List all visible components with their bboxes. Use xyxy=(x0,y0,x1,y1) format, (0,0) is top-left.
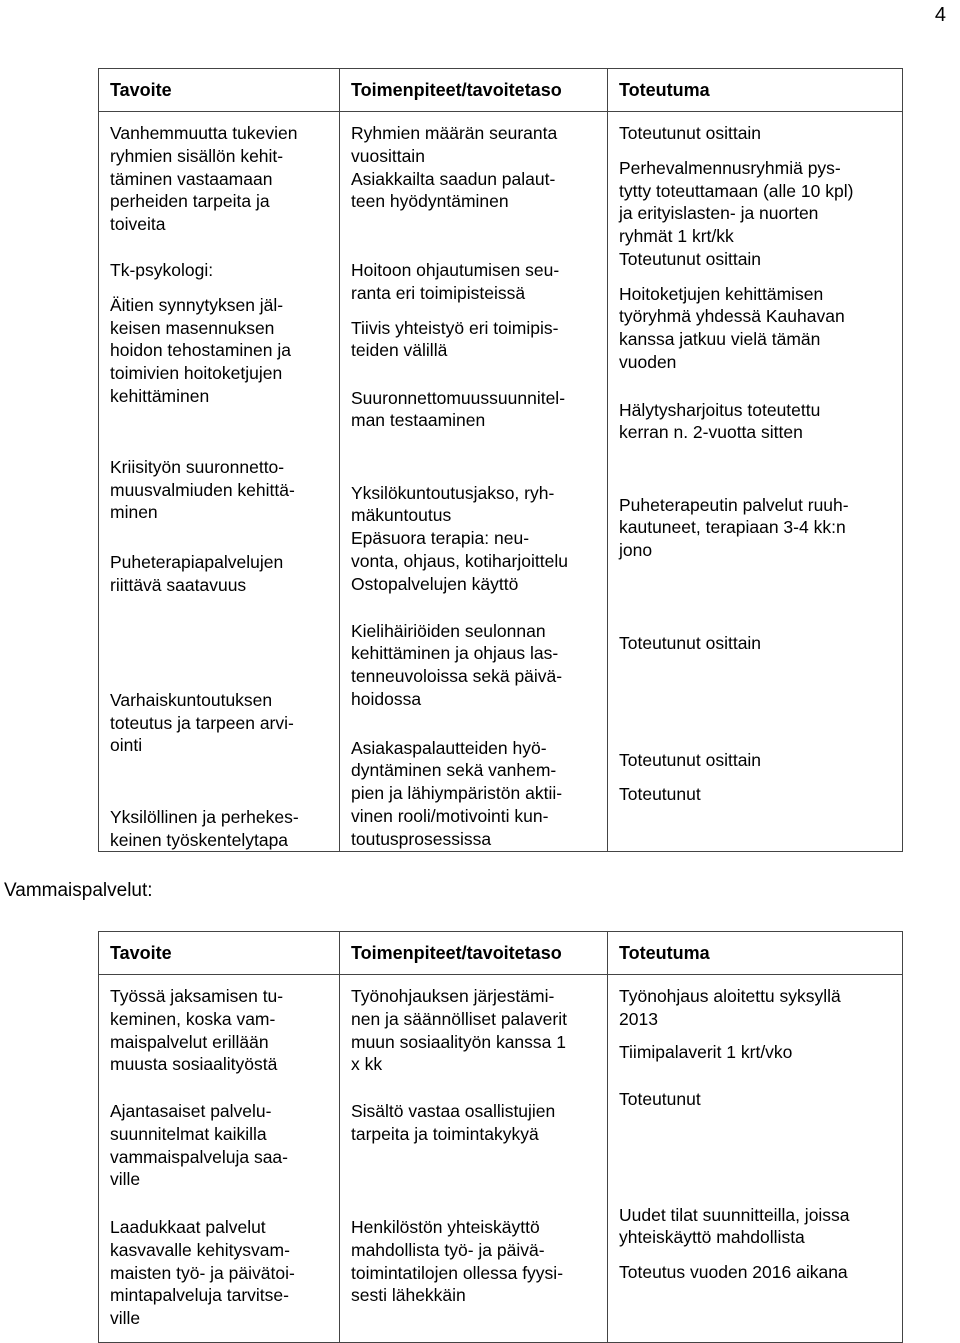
measure-cell: Yksilökuntoutusjakso, ryh- mäkuntoutus Epäsuora terapia: neu- vonta, ohjaus, kotiharjoittelu Ostopalvelujen käyttö xyxy=(351,482,568,594)
outcome-cell: Toteutunut osittain xyxy=(619,749,762,770)
goal-column xyxy=(99,112,340,852)
goal-cell: Kriisityön suuronnetto- muusvalmiuden kehittä- minen xyxy=(110,456,295,523)
goals-table-disability-services xyxy=(98,931,903,1343)
outcome-cell: Hoitoketjujen kehittämisen työryhmä yhdessä Kauhavan kanssa jatkuu vielä tämän vuoden xyxy=(619,283,845,372)
table-header-row xyxy=(99,69,903,112)
header-tavoite: Tavoite xyxy=(99,932,340,975)
outcome-cell: Työnohjaus aloitettu syksyllä 2013 xyxy=(619,986,841,1029)
goal-cell: Puheterapiapalvelujen riittävä saatavuus xyxy=(110,551,284,595)
outcome-cell: Toteutunut osittain xyxy=(619,632,762,653)
goal-cell: Ajantasaiset palvelu- suunnitelmat kaikilla vammaispalveluja saa- ville xyxy=(110,1101,288,1190)
goal-cell: Laadukkaat palvelut kasvavalle kehitysvam- maisten työ- ja päivätoi- mintapalveluja tarvitse- ville xyxy=(110,1217,295,1329)
outcome-cell: Toteutunut xyxy=(619,784,701,805)
header-toteutuma: Toteutuma xyxy=(608,932,903,975)
table-row xyxy=(99,112,903,852)
measure-cell: Sisältö vastaa osallistujien tarpeita ja toimintakykyä xyxy=(351,1101,556,1144)
measure-cell: Tiivis yhteistyö eri toimipis- teiden välillä xyxy=(351,317,559,361)
section-label-vammaispalvelut: Vammaispalvelut: xyxy=(4,880,153,901)
table-row xyxy=(99,975,903,1343)
measure-cell: Ryhmien määrän seuranta vuosittain Asiakkailta saadun palaut- teen hyödyntäminen xyxy=(351,123,558,212)
outcome-column xyxy=(608,975,903,1343)
outcome-cell: Toteutus vuoden 2016 aikana xyxy=(619,1262,848,1283)
outcome-cell: Uudet tilat suunnitteilla, joissa yhteiskäyttö mahdollista xyxy=(619,1204,850,1248)
outcome-cell: Toteutunut osittain xyxy=(619,123,762,143)
goal-column xyxy=(99,975,340,1343)
outcome-column xyxy=(608,112,903,852)
goals-table-healthcare xyxy=(98,68,903,852)
measure-cell: Asiakaspalautteiden hyö- dyntäminen sekä vanhem- pien ja lähiympäristön aktii- vinen rooli/motivointi kun- toutusprosessissa xyxy=(351,737,563,849)
header-tavoite: Tavoite xyxy=(99,69,340,112)
measures-column xyxy=(340,975,608,1343)
header-toteutuma: Toteutuma xyxy=(608,69,903,112)
measure-cell: Hoitoon ohjautumisen seu- ranta eri toimipisteissä xyxy=(351,260,560,303)
table-header-row xyxy=(99,932,903,975)
goal-cell: Yksilöllinen ja perhekes- keinen työskentelytapa xyxy=(110,806,299,850)
outcome-cell: Puheterapeutin palvelut ruuh- kautuneet, terapiaan 3-4 kk:n jono xyxy=(619,494,849,561)
measure-cell: Kielihäiriöiden seulonnan kehittäminen ja ohjaus las- tenneuvoloissa sekä päivä- hoidossa xyxy=(351,620,563,709)
goal-cell: Varhaiskuntoutuksen toteutus ja tarpeen arvi- ointi xyxy=(110,689,294,756)
measure-cell: Suuronnettomuussuunnitel- man testaaminen xyxy=(351,387,566,431)
header-toimenpiteet: Toimenpiteet/tavoitetaso xyxy=(340,69,608,112)
outcome-cell: Tiimipalaverit 1 krt/vko xyxy=(619,1041,793,1062)
outcome-cell: Hälytysharjoitus toteutettu kerran n. 2-vuotta sitten xyxy=(619,399,821,443)
header-toimenpiteet: Toimenpiteet/tavoitetaso xyxy=(340,932,608,975)
goal-cell: Vanhemmuutta tukevien ryhmien sisällön kehit- täminen vastaamaan perheiden tarpeita ja toiveita xyxy=(110,123,298,235)
page-number: 4 xyxy=(934,4,946,26)
measure-cell: Työnohjauksen järjestämi- nen ja säännölliset palaverit muun sosiaalityön kanssa 1 x kk xyxy=(351,986,567,1075)
goal-cell: Tk-psykologi: xyxy=(110,260,214,280)
goal-cell: Työssä jaksamisen tu- keminen, koska vam- maispalvelut erillään muusta sosiaalityöstä xyxy=(110,986,284,1075)
outcome-cell: Perhevalmennusryhmiä pys- tytty toteuttamaan (alle 10 kpl) ja erityislasten- ja nuorten ryhmät 1 krt/kk xyxy=(619,157,854,247)
outcome-cell: Toteutunut osittain xyxy=(619,248,762,269)
goal-cell: Äitien synnytyksen jäl- keisen masennuksen hoidon tehostaminen ja toimivien hoitoketjujen kehittäminen xyxy=(110,294,291,406)
measure-cell: Henkilöstön yhteiskäyttö mahdollista työ- ja päivä- toimintatilojen ollessa fyysi- sesti lähekkäin xyxy=(351,1217,564,1306)
outcome-cell: Toteutunut xyxy=(619,1088,701,1109)
measures-column xyxy=(340,112,608,852)
